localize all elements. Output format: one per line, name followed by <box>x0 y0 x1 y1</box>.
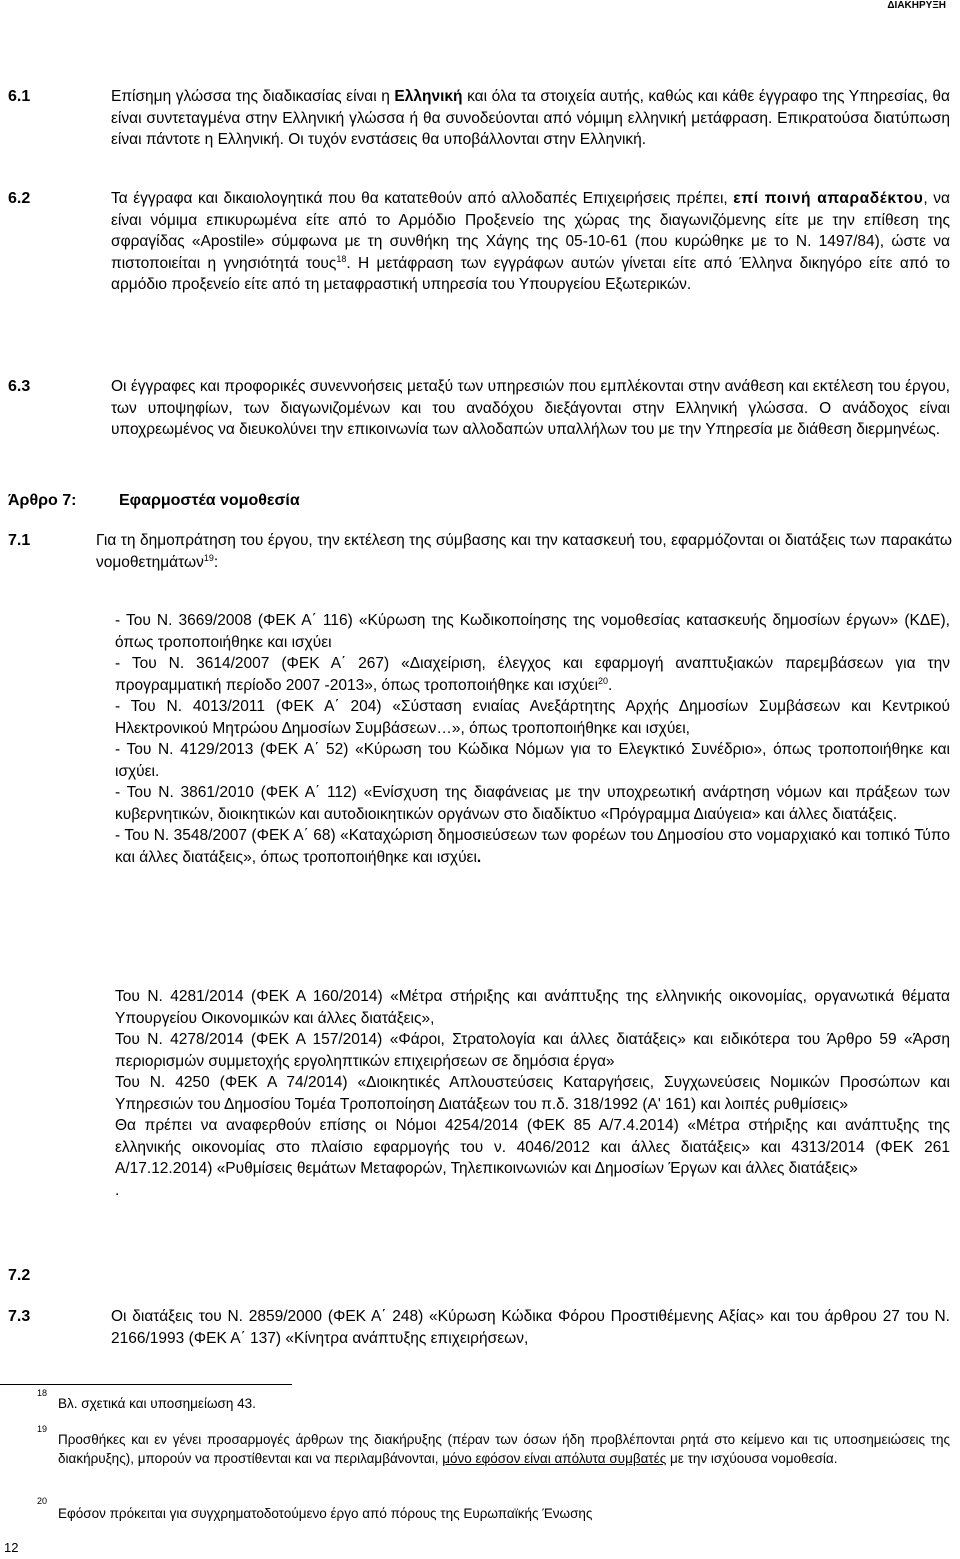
law-item-end: . <box>476 848 482 866</box>
section-7-1-text <box>96 530 952 573</box>
article-label: Άρθρο 7: <box>8 492 77 509</box>
footnote-number-20: 20 <box>37 1496 48 1506</box>
law-item: - Του Ν. 3861/2010 (ΦΕΚ Α΄ 112) «Ενίσχυση της διαφάνειας με την υποχρεωτική ανάρτηση νόμων και πράξεων των κυβερνητικών, διοικητικών και αυτοδιοικητικών οργάνων στο διαδίκτυο «Πρόγραμμα Διαύγεια» και άλλες διατάξεις. <box>115 784 950 823</box>
section-number-7-1: 7.1 <box>8 532 31 549</box>
document-header: ΔΙΑΚΗΡΥΞΗ <box>887 0 946 11</box>
law-item: - Του Ν. 4013/2011 (ΦΕΚ Α΄ 204) «Σύσταση ενιαίας Ανεξάρτητης Αρχής Δημοσίων Συμβάσεων και Κεντρικού Ηλεκτρονικού Μητρώου Δημοσίων Συμβάσεων…», όπως τροποποιήθηκε και ισχύει, <box>115 698 950 737</box>
section-6-3-text: Οι έγγραφες και προφορικές συνεννοήσεις μεταξύ των υπηρεσιών που εμπλέκονται στην ανάθεση και εκτέλεση του έργου, των υποψηφίων, των διαγωνιζομένων και του αναδόχου διεξάγονται στην Ελληνική γλώσσα. Ο ανάδοχος είναι υποχρεωμένος να διευκολύνει την επικοινωνία των αλλοδαπών υπαλλήλων του με την Υπηρεσία με διάθεση διερμηνέως. <box>111 378 950 438</box>
footnote-18-text: Βλ. σχετικά και υποσημείωση 43. <box>58 1396 256 1411</box>
section-6-1-text <box>111 86 950 151</box>
footnote-19-text <box>58 1430 950 1468</box>
law-paragraph: . <box>115 1181 120 1199</box>
footnote-20-text: Εφόσον πρόκειται για συγχρηματοδοτούμενο έργο από πόρους της Ευρωπαϊκής Ένωσης <box>58 1506 593 1521</box>
section-6-2-part2: , να είναι νόμιμα επικυρωμένα είτε από το Αρμόδιο Προξενείο της χώρας της διαγωνιζόμενης είτε με την επίθεση της σφραγίδας «Apostile» σύμφωνα με τη συνθήκη της Χάγης της 05-10-61 (που κυρώθηκε με το Ν. 1497/84), ώστε να πιστοποιείται η γνησιότητά τους <box>111 190 950 272</box>
section-6-2-part3: . Η μετάφραση των εγγράφων αυτών γίνεται είτε από Έλληνα δικηγόρο είτε από το αρμόδιο προξενείο είτε από τη μεταφραστική υπηρεσία του Υπουργείου Εξωτερικών. <box>111 254 950 293</box>
footnote-number-19: 19 <box>37 1424 48 1434</box>
footnote-divider <box>0 1384 292 1385</box>
footnote-number-18: 18 <box>37 1388 48 1398</box>
section-7-1-part1: Για τη δημοπράτηση του έργου, την εκτέλεση της σύμβασης και την κατασκευή του, εφαρμόζονται οι διατάξεις των παρακάτω νομοθετημάτων <box>96 532 952 571</box>
law-item-end: . <box>608 676 613 694</box>
law-item-text: - Του Ν. 3614/2007 (ΦΕΚ Α΄ 267) «Διαχείριση, έλεγχος και εφαρμογή αναπτυξιακών παρεμβάσεων για την προγραμματική περίοδο 2007 -2013», όπως τροποποιήθηκε και ισχύει <box>115 655 950 694</box>
footnote-19-part1: Προσθήκες και εν γένει προσαρμογές άρθρων της διακήρυξης (πέραν των όσων ήδη προβλέπονται ρητά στο κείμενο και τις υποσημειώσεις της διακήρυξης), μπορούν να προστίθενται και να περιλαμβάνονται, <box>58 1432 950 1466</box>
section-6-2-text <box>111 188 950 296</box>
law-item <box>115 825 950 868</box>
laws-list <box>115 610 950 868</box>
page-number: 12 <box>4 1540 19 1555</box>
section-6-2-part1: Τα έγγραφα και δικαιολογητικά που θα κατατεθούν από αλλοδαπές Επιχειρήσεις πρέπει, <box>111 190 734 207</box>
section-number-6-2: 6.2 <box>8 190 31 207</box>
footnote-ref-19[interactable]: 19 <box>203 552 214 563</box>
section-7-2-text <box>115 986 950 1201</box>
footnote-19-underlined: μόνο εφόσον είναι απόλυτα συμβατές <box>442 1451 667 1466</box>
section-6-1-bold: Ελληνική <box>394 88 463 105</box>
footnote-19-part2: με την ισχύουσα νομοθεσία. <box>666 1451 838 1466</box>
section-7-3-text: Οι διατάξεις του Ν. 2859/2000 (ΦΕΚ Α΄ 248) «Κύρωση Κώδικα Φόρου Προστιθέμενης Αξίας» και του άρθρου 27 του Ν. 2166/1993 (ΦΕΚ Α΄ 137) «Κίνητρα ανάπτυξης επιχειρήσεων, <box>111 1308 950 1347</box>
law-paragraph: Του Ν. 4250 (ΦΕΚ Α 74/2014) «Διοικητικές Απλουστεύσεις Καταργήσεις, Συγχωνεύσεις Νομικών Προσώπων και Υπηρεσιών του Δημοσίου Τομέα Τροποποίηση Διατάξεων του π.δ. 318/1992 (Α' 161) και λοιπές ρυθμίσεις» <box>115 1074 950 1113</box>
section-number-6-1: 6.1 <box>8 88 31 105</box>
law-item: - Του Ν. 4129/2013 (ΦΕΚ Α΄ 52) «Κύρωση του Κώδικα Νόμων για το Ελεγκτικό Συνέδριο», όπως τροποποιήθηκε και ισχύει. <box>115 741 950 780</box>
section-number-7-2: 7.2 <box>8 1267 31 1284</box>
section-6-1-part2: και όλα τα στοιχεία αυτής, καθώς και κάθε έγγραφο της Υπηρεσίας, θα είναι συντεταγμένα στην Ελληνική γλώσσα ή θα συνοδεύονται από νόμιμη ελληνική μετάφραση. Επικρατούσα διατύπωση είναι πάντοτε η Ελληνική. Οι τυχόν ενστάσεις θα υποβάλλονται στην Ελληνική. <box>111 88 950 148</box>
footnote-ref-20[interactable]: 20 <box>598 675 609 686</box>
section-number-6-3: 6.3 <box>8 378 31 395</box>
law-paragraph: Του Ν. 4278/2014 (ΦΕΚ Α 157/2014) «Φάροι, Στρατολογία και άλλες διατάξεις» και ειδικότερα του Άρθρο 59 «Άρση περιορισμών συμμετοχής εργοληπτικών επιχειρήσεων σε δημόσια έργα» <box>115 1031 950 1070</box>
law-paragraph: Θα πρέπει να αναφερθούν επίσης οι Νόμοι 4254/2014 (ΦΕΚ 85 Α/7.4.2014) «Μέτρα στήριξης και ανάπτυξης της ελληνικής οικονομίας στο πλαίσιο εφαρμογής του ν. 4046/2012 και άλλες διατάξεις» και 4313/2014 (ΦΕΚ 261 Α/17.12.2014) «Ρυθμίσεις θεμάτων Μεταφορών, Τηλεπικοινωνιών και Δημοσίων Έργων και άλλες διατάξεις» <box>115 1117 950 1177</box>
law-item-text: - Του Ν. 3548/2007 (ΦΕΚ Α΄ 68) «Καταχώριση δημοσιεύσεων των φορέων του Δημοσίου στο νομαρχιακό και τοπικό Τύπο και άλλες διατάξεις», όπως τροποποιήθηκε και ισχύει <box>115 827 950 866</box>
footnote-ref-18[interactable]: 18 <box>336 253 347 264</box>
section-number-7-3: 7.3 <box>8 1308 31 1325</box>
section-7-1-part2: : <box>213 553 219 571</box>
article-title: Εφαρμοστέα νομοθεσία <box>119 492 300 509</box>
section-6-1-part1: Επίσημη γλώσσα της διαδικασίας είναι η <box>111 88 395 105</box>
law-item <box>115 653 950 696</box>
law-item: - Του Ν. 3669/2008 (ΦΕΚ Α΄ 116) «Κύρωση της Κωδικοποίησης της νομοθεσίας κατασκευής δημοσίων έργων» (ΚΔΕ), όπως τροποποιήθηκε και ισχύει <box>115 612 950 651</box>
section-6-2-bold: επί ποινή απαραδέκτου <box>733 190 924 207</box>
law-paragraph: Του Ν. 4281/2014 (ΦΕΚ Α 160/2014) «Μέτρα στήριξης και ανάπτυξης της ελληνικής οικονομίας, οργανωτικά θέματα Υπουργείου Οικονομικών και άλλες διατάξεις», <box>115 988 950 1027</box>
